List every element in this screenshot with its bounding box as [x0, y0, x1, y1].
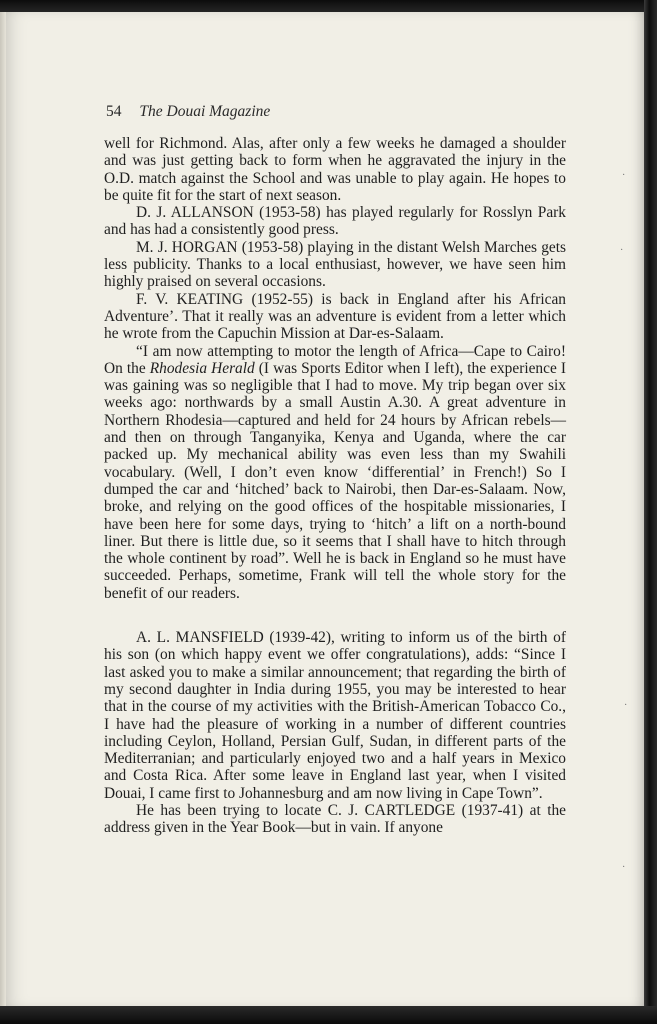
paragraph-horgan: M. J. HORGAN (1953-58) playing in the distant Welsh Marches gets less publicity. Thanks to a local enthusiast, however, we have seen him highly praised on several occasions. [104, 238, 566, 291]
letter-text-a: “I am now attempting to motor the length of Africa—Cape to Cairo! On the [104, 342, 566, 377]
section-gap [104, 602, 566, 629]
scan-speck: · [624, 700, 628, 711]
scan-border-bottom [0, 1006, 657, 1024]
letter-text-b: (I was Sports Editor when I left), the experience I was gaining was so negligible that I had to move. My trip began over six weeks ago: northwards by a small Austin A.30. A great adventure in Northern Rhodesia—captured and held for 24 hours by African rebels—and then on through Tanganyika, Kenya and Uganda, where the car packed up. My mechanical ability was even less than my Swahili vocabulary. (Well, I don’t even know ‘differential’ in French!) So I dumped the car and ‘hitched’ back to Nairobi, then Dar-es-Salaam. Now, broke, and relying on the good offices of the hospitable missionaries, I have been here for some days, trying to ‘hitch’ a lift on a north-bound liner. But there is little due, so it seems that I shall have to hitch through the whole continent by road”. Well he is back in England so he must have succeeded. Perhaps, sometime, Frank will tell the whole story for the benefit of our readers. [104, 359, 566, 602]
scan-speck: · [620, 245, 624, 256]
scan-speck: · [622, 862, 626, 873]
paragraph-keating: F. V. KEATING (1952-55) is back in England after his African Adventure’. That it really was an adventure is evident from a letter which he wrote from the Capuchin Mission at Dar-es-Salaam. [104, 290, 566, 343]
page-edge [0, 12, 6, 1006]
paragraph-allanson: D. J. ALLANSON (1953-58) has played regularly for Rosslyn Park and has had a consistently good press. [104, 204, 566, 239]
newspaper-title: Rhodesia Herald [149, 359, 255, 377]
paragraph-mansfield: A. L. MANSFIELD (1939-42), writing to inform us of the birth of his son (on which happy event we offer congratulations), adds: “Since I last asked you to make a similar announcement; that regarding the birth of my second daughter in India during 1955, you may be interested to hear that in the course of my activities with the British-American Tobacco Co., I have had the pleasure of working in a number of different countries including Ceylon, Holland, Persian Gulf, Sudan, in different parts of the Mediterranian; and particularly enjoyed two and a half years in Mexico and Costa Rica. After some leave in England last year, when I visited Douai, I came first to Johannesburg and am now living in Cape Town”. [104, 629, 566, 802]
paragraph-letter-quote [104, 343, 566, 602]
paragraph-cartledge: He has been trying to locate C. J. CARTLEDGE (1937-41) at the address given in the Year Book—but in vain. If anyone [104, 801, 566, 837]
book-spine [644, 0, 657, 1024]
scan-speck: · [622, 170, 626, 181]
body-text [104, 135, 566, 837]
page-number: 54 [106, 103, 122, 120]
magazine-title: The Douai Magazine [139, 103, 271, 120]
running-head [106, 103, 270, 121]
paragraph-richmond: well for Richmond. Alas, after only a few weeks he damaged a shoulder and was just getting back to form when he aggravated the injury in the O.D. match against the School and was unable to play again. He hopes to be quite fit for the start of next season. [104, 135, 566, 204]
